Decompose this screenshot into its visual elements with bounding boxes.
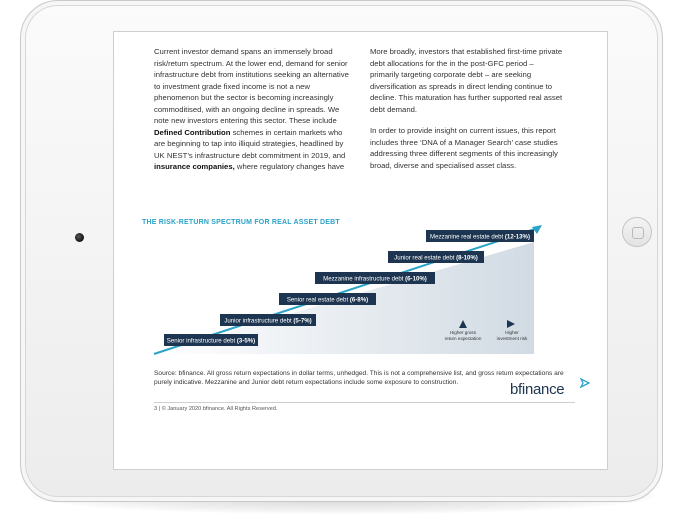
step-range: (3-5%) (236, 337, 256, 345)
step-range: (6-10%) (405, 275, 427, 283)
step-name: Mezzanine real estate debt (430, 233, 504, 241)
step-range: (12-13%) (504, 233, 530, 241)
page-number: 3 (154, 406, 158, 412)
up-label-1: Higher gross (449, 330, 477, 335)
document-page (113, 31, 608, 470)
right-label-1: Higher (505, 330, 519, 335)
step-name: Senior infrastructure debt (166, 337, 236, 345)
footer (154, 406, 277, 412)
right-paragraph-2: In order to provide insight on current issues, this report includes three ‘DNA of a Manager Search’ case studies addressing three different segments of this increasingly broad, diverse and specialised asset class. (370, 126, 558, 170)
step-range: (5-7%) (293, 317, 312, 325)
left-text-2: schemes in certain markets who are beginning to tap into illiquid strategies, headlined by UK NEST’s infrastructure debt commitment in 2019, and (154, 127, 346, 160)
logo-arrow-icon (580, 378, 590, 388)
step-label (287, 296, 368, 303)
step-name: Mezzanine infrastructure debt (323, 275, 404, 283)
tablet-frame (20, 0, 663, 502)
step-name: Senior real estate debt (286, 296, 349, 304)
copyright-text: | © January 2020 bfinance. All Rights Reserved. (158, 406, 278, 412)
footer-divider (154, 402, 575, 403)
source-note: Source: bfinance. All gross return expectations in dollar terms, unhedged. This is not a comprehensive list, and gross return expectations are purely indicative. Mezzanine and Junior debt return expectations include some exposure to construction. (154, 370, 564, 386)
step-name: Junior infrastructure debt (224, 317, 292, 325)
step-range: (6-8%) (349, 296, 369, 304)
step-label (224, 317, 311, 324)
camera-icon (75, 233, 84, 242)
left-bold-insurance: insurance companies, (154, 162, 235, 171)
left-text-3: where regulatory changes have (234, 162, 345, 171)
step-name: Junior real estate debt (394, 254, 455, 262)
step-label (167, 337, 255, 344)
step-range: (8-10%) (456, 254, 478, 262)
step-label (394, 254, 478, 261)
bfinance-logo: bfinance (510, 381, 565, 398)
home-button[interactable] (622, 217, 652, 247)
left-text-1: Current investor demand spans an immensely broad risk/return spectrum. At the lower end, demand for senior infrastructure debt from institutions seeking an alternative to investment grade fixed income is not a new phenomenon but the sector is becoming increasingly commoditised, with an ongoing decline in spreads. We note new investors entering this sector. These include (154, 47, 349, 125)
right-paragraph-1: More broadly, investors that established first-time private debt allocations for the in the post-GFC period – primarily targeting corporate debt – are seeking diversification as spreads in direct lending continue to decline. This maturation has further supported real asset debt demand. (370, 47, 563, 114)
step-label (430, 233, 530, 240)
up-label-2: return expectation (444, 336, 482, 341)
right-label-2: investment risk (496, 336, 528, 341)
left-bold-dc: Defined Contribution (154, 127, 231, 137)
risk-return-diagram (114, 32, 607, 469)
step-label (323, 275, 427, 282)
figure-title: THE RISK-RETURN SPECTRUM FOR REAL ASSET DEBT (142, 219, 340, 226)
